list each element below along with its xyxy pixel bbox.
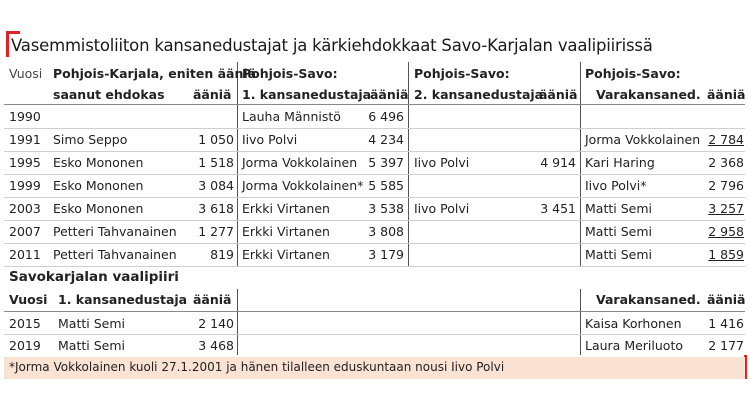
- cell-mp-votes: 3 468: [198, 338, 234, 353]
- cell-var-votes: 2 958: [708, 224, 744, 239]
- cell-year: 2011: [9, 247, 41, 262]
- cell-var-name: Iivo Polvi*: [585, 178, 647, 193]
- cell-var-name: Matti Semi: [585, 201, 652, 216]
- header-pk-line1: Pohjois-Karjala, eniten ääniä: [53, 66, 257, 81]
- header-ps1-line2: 1. kansanedustaja: [242, 87, 372, 102]
- cell-ps1-votes: 5 397: [368, 155, 404, 170]
- cell-mp-name: Matti Semi: [58, 316, 125, 331]
- cell-ps2-votes: 3 451: [540, 201, 576, 216]
- cell-year: 1995: [9, 155, 41, 170]
- cell-ps1-votes: 4 234: [368, 132, 404, 147]
- header-var-line1: Pohjois-Savo:: [585, 66, 681, 81]
- cell-var-name: Matti Semi: [585, 224, 652, 239]
- cell-pk-votes: 1 277: [198, 224, 234, 239]
- header-year: Vuosi: [9, 66, 43, 81]
- cell-var-name: Matti Semi: [585, 247, 652, 262]
- cell-var-name: Jorma Vokkolainen: [585, 132, 701, 147]
- header-pk-line2: saanut ehdokas: [53, 87, 165, 102]
- row-rule: [4, 243, 745, 244]
- row-rule: [4, 197, 745, 198]
- cell-var-name: Kaisa Korhonen: [585, 316, 682, 331]
- cell-ps2-name: Iivo Polvi: [414, 155, 470, 170]
- cell-pk-name: Esko Mononen: [53, 155, 144, 170]
- corner-accent-top-left-horizontal: [6, 31, 20, 34]
- header-var-votes: ääniä: [707, 87, 746, 102]
- cell-ps1-name: Erkki Virtanen: [242, 247, 330, 262]
- cell-var-votes: 2 784: [708, 132, 744, 147]
- row-rule: [4, 334, 745, 335]
- row-rule: [4, 220, 745, 221]
- header-var-line2: Varakansaned.: [596, 87, 701, 102]
- cell-year: 1990: [9, 109, 41, 124]
- cell-pk-name: Esko Mononen: [53, 201, 144, 216]
- cell-var-name: Laura Meriluoto: [585, 338, 683, 353]
- header-ps2-line2: 2. kansanedustaja: [414, 87, 544, 102]
- cell-year: 2015: [9, 316, 41, 331]
- corner-accent-top-left: [6, 31, 9, 57]
- cell-ps2-name: Iivo Polvi: [414, 201, 470, 216]
- cell-pk-votes: 819: [210, 247, 234, 262]
- cell-pk-votes: 1 050: [198, 132, 234, 147]
- cell-var-name: Kari Haring: [585, 155, 655, 170]
- cell-year: 2003: [9, 201, 41, 216]
- cell-var-votes: 2 796: [708, 178, 744, 193]
- cell-year: 1999: [9, 178, 41, 193]
- header-mp-votes: ääniä: [193, 292, 232, 307]
- cell-ps1-votes: 6 496: [368, 109, 404, 124]
- cell-year: 2019: [9, 338, 41, 353]
- row-rule: [4, 266, 745, 267]
- cell-var-votes: 2 368: [708, 155, 744, 170]
- header-ps2-line1: Pohjois-Savo:: [414, 66, 510, 81]
- header-var-votes: ääniä: [707, 292, 746, 307]
- column-divider: [580, 62, 581, 267]
- column-divider: [237, 289, 238, 355]
- header-mp: 1. kansanedustaja: [58, 292, 188, 307]
- column-divider: [237, 62, 238, 267]
- header-ps1-votes: ääniä: [370, 87, 409, 102]
- cell-year: 1991: [9, 132, 41, 147]
- cell-var-votes: 1 416: [708, 316, 744, 331]
- header-ps2-votes: ääniä: [539, 87, 578, 102]
- header-year: Vuosi: [9, 292, 48, 307]
- cell-ps1-votes: 5 585: [368, 178, 404, 193]
- row-rule: [4, 174, 745, 175]
- cell-pk-votes: 1 518: [198, 155, 234, 170]
- cell-pk-name: Esko Mononen: [53, 178, 144, 193]
- cell-var-votes: 3 257: [708, 201, 744, 216]
- cell-ps1-votes: 3 538: [368, 201, 404, 216]
- cell-pk-votes: 3 618: [198, 201, 234, 216]
- cell-ps1-name: Erkki Virtanen: [242, 201, 330, 216]
- cell-var-votes: 2 177: [708, 338, 744, 353]
- row-rule: [4, 151, 745, 152]
- page-title: Vasemmistoliiton kansanedustajat ja kärkiehdokkaat Savo-Karjalan vaalipiirissä: [11, 36, 653, 55]
- header-rule: [4, 311, 745, 312]
- cell-ps1-votes: 3 179: [368, 247, 404, 262]
- cell-var-votes: 1 859: [708, 247, 744, 262]
- header-pk-votes: ääniä: [193, 87, 232, 102]
- cell-pk-name: Petteri Tahvanainen: [53, 247, 177, 262]
- header-rule: [4, 104, 745, 105]
- footnote: *Jorma Vokkolainen kuoli 27.1.2001 ja hänen tilalleen eduskuntaan nousi Iivo Polvi: [9, 360, 505, 374]
- cell-mp-votes: 2 140: [198, 316, 234, 331]
- cell-mp-name: Matti Semi: [58, 338, 125, 353]
- header-ps1-line1: Pohjois-Savo:: [242, 66, 338, 81]
- cell-pk-votes: 3 084: [198, 178, 234, 193]
- cell-ps1-name: Iivo Polvi: [242, 132, 298, 147]
- cell-ps1-name: Lauha Männistö: [242, 109, 341, 124]
- row-rule: [4, 128, 745, 129]
- cell-pk-name: Petteri Tahvanainen: [53, 224, 177, 239]
- cell-ps1-name: Erkki Virtanen: [242, 224, 330, 239]
- cell-year: 2007: [9, 224, 41, 239]
- cell-ps1-votes: 3 808: [368, 224, 404, 239]
- cell-ps1-name: Jorma Vokkolainen: [242, 155, 358, 170]
- cell-pk-name: Simo Seppo: [53, 132, 128, 147]
- section-title: Savokarjalan vaalipiiri: [9, 269, 179, 285]
- column-divider: [580, 289, 581, 355]
- cell-ps1-name: Jorma Vokkolainen*: [242, 178, 364, 193]
- header-var: Varakansaned.: [596, 292, 701, 307]
- cell-ps2-votes: 4 914: [540, 155, 576, 170]
